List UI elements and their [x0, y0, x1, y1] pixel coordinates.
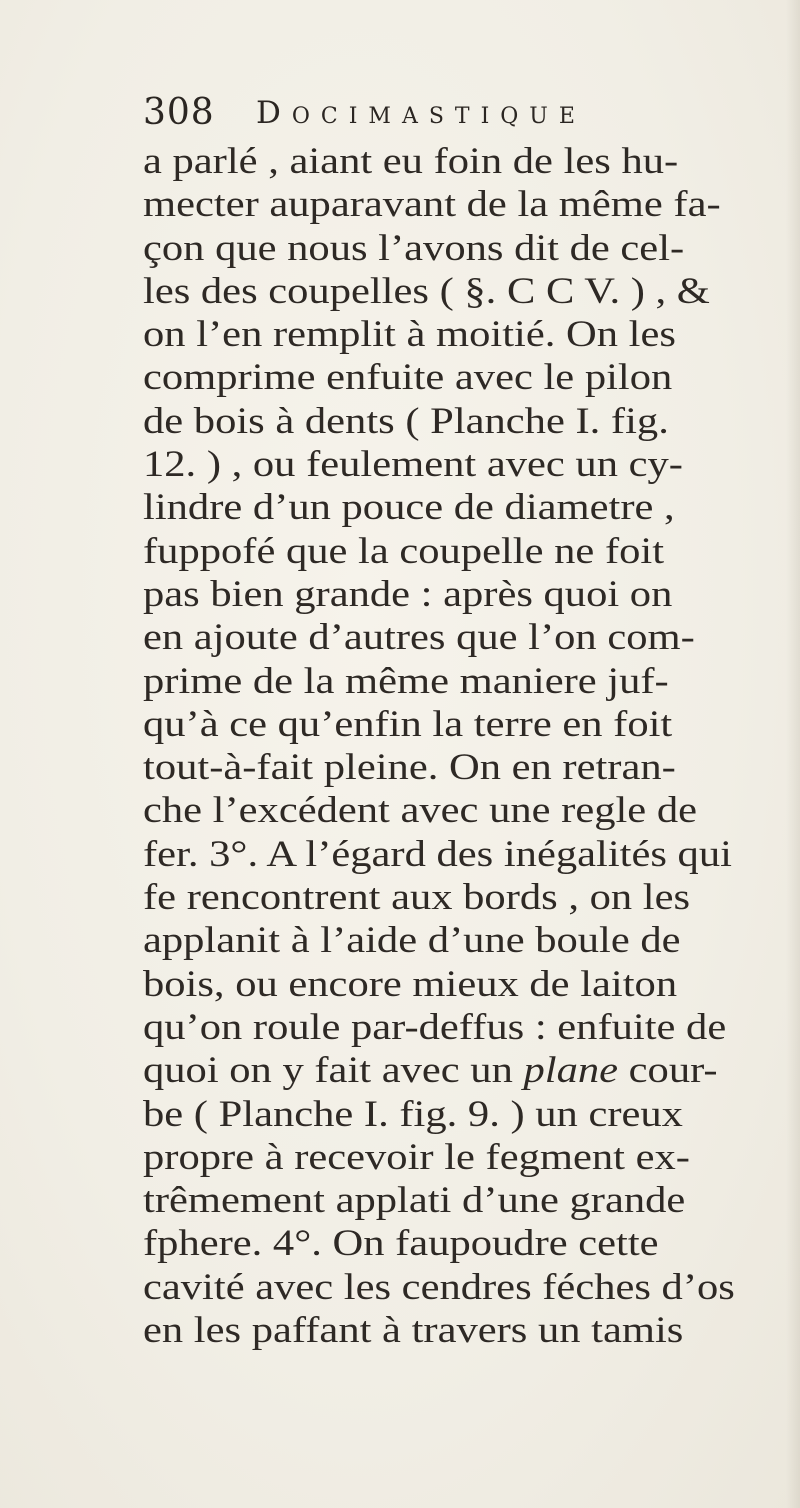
body-text — [143, 140, 783, 1352]
text-line: be ( Planche I. fig. 9. ) un creux — [143, 1093, 683, 1135]
text-line: che l’excédent avec une regle de — [143, 790, 697, 832]
text-line: çon que nous l’avons dit de cel- — [143, 227, 685, 269]
text-line: 12. ) , ou feulement avec un cy- — [143, 444, 683, 486]
text-line: de bois à dents ( Planche I. fig. — [143, 400, 669, 442]
italic-word: plane — [523, 1050, 619, 1092]
page-header — [143, 92, 703, 142]
text-line: tout-à-fait pleine. On en retran- — [143, 747, 676, 789]
text-line: a parlé , aiant eu foin de les hu- — [143, 141, 679, 182]
text-line: qu’on roule par-deffus : enfuite de — [143, 1006, 727, 1048]
text-line: fphere. 4°. On faupoudre cette — [143, 1223, 659, 1265]
text-line: on l’en remplit à moitié. On les — [143, 314, 676, 356]
text-line: fe rencontrent aux bords , on les — [143, 877, 691, 919]
text-line: qu’à ce qu’enfin la terre en foit — [143, 703, 673, 745]
text-line: fuppofé que la coupelle ne foit — [143, 530, 665, 572]
text-segment: cour- — [628, 1050, 718, 1092]
text-line: cavité avec les cendres féches d’os — [143, 1266, 735, 1308]
text-line: les des coupelles ( §. C C V. ) , & — [143, 270, 710, 312]
text-line: en les paffant à travers un tamis — [143, 1310, 684, 1352]
text-line: lindre d’un pouce de diametre , — [143, 487, 675, 529]
text-line: comprime enfuite avec le pilon — [143, 357, 673, 399]
text-line: bois, ou encore mieux de laiton — [143, 963, 678, 1005]
text-line: applanit à l’aide d’une boule de — [143, 920, 681, 962]
text-line: trêmement applati d’une grande — [143, 1180, 686, 1222]
page-number: 308 — [143, 92, 215, 133]
text-line: pas bien grande : après quoi on — [143, 573, 673, 615]
text-line — [143, 1049, 783, 1092]
text-line: en ajoute d’autres que l’on com- — [143, 617, 695, 659]
text-line: prime de la même maniere juf- — [143, 660, 669, 702]
text-line: mecter auparavant de la même fa- — [143, 184, 721, 226]
text-line: propre à recevoir le fegment ex- — [143, 1136, 690, 1178]
page-edge-shadow — [786, 0, 800, 1508]
text-line: fer. 3°. A l’égard des inégalités qui — [143, 833, 732, 875]
text-segment: quoi on y fait avec un — [143, 1050, 513, 1092]
running-head: Docimastique — [256, 95, 586, 131]
